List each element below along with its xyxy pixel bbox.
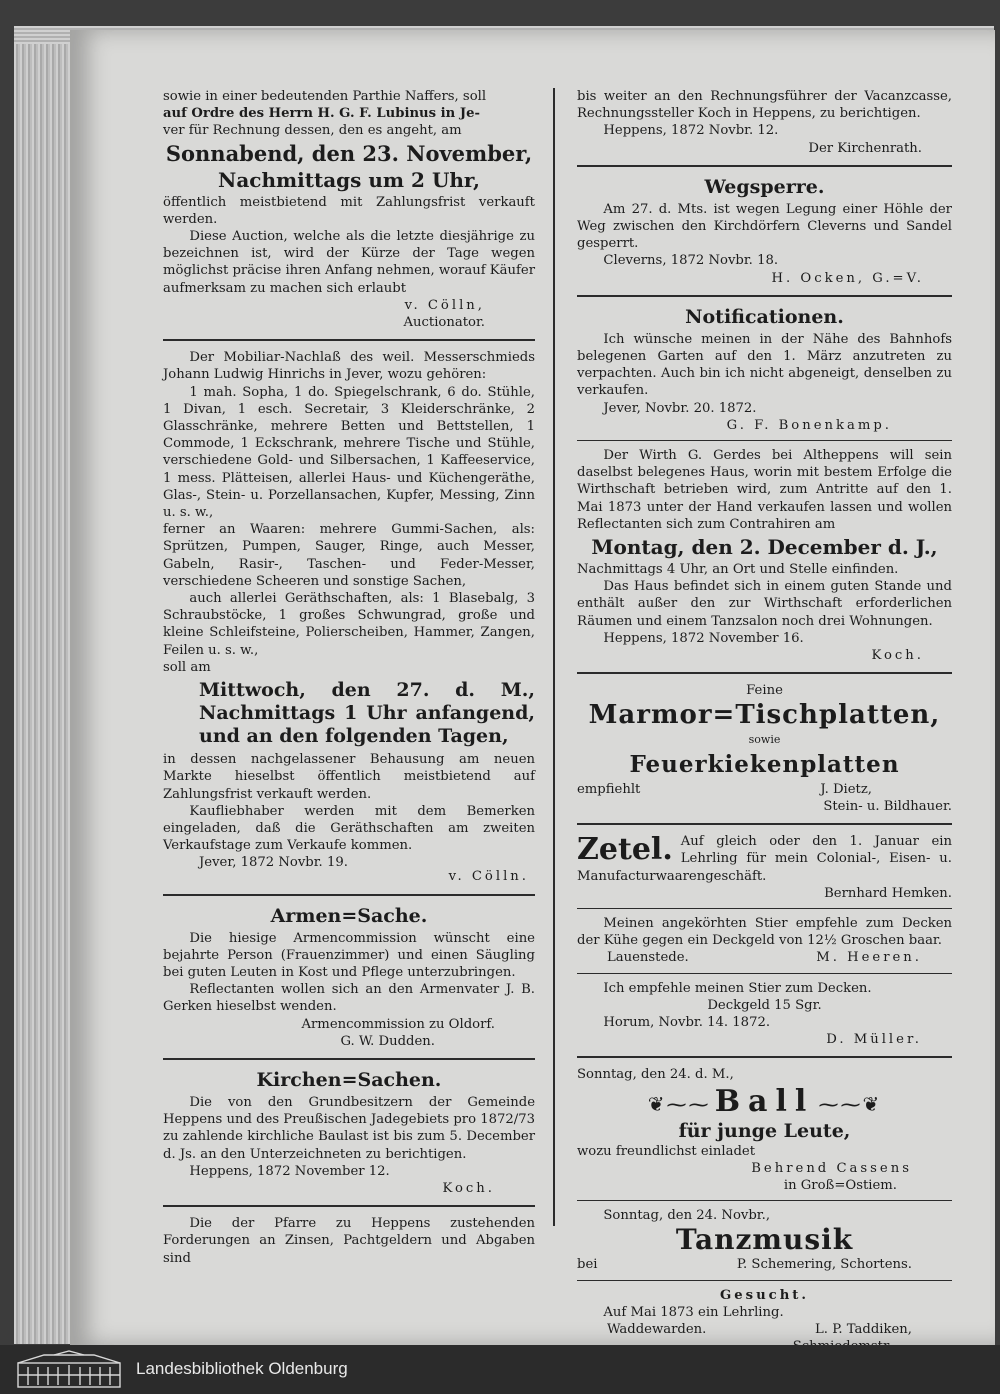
auction2-note: Kaufliebhaber werden mit dem Bemerken eingeladen, daß die Geräthschaften am zweiten Verkaufstage zum Verkaufe kommen.	[163, 803, 535, 854]
wegsperre-title: Wegsperre.	[704, 175, 825, 198]
ball-date: Sonntag, den 24. d. M.,	[577, 1067, 734, 1083]
wegsperre-signature: H. Ocken, G.=V.	[771, 270, 924, 286]
auction1-line2: auf Ordre des Herrn H. G. F. Lubinus in Je-	[163, 106, 480, 122]
notification1-signature: G. F. Bonenkamp.	[726, 417, 892, 433]
armen-sache-title: Armen=Sache.	[270, 904, 428, 927]
armen-sache-text: Die hiesige Armencommission wünscht eine bejahrte Person (Frauenzimmer) und einen Säugling bei guten Leuten in Kost und Pflege unterzubringen.	[163, 930, 535, 980]
auction2-date: Mittwoch, den 27. d. M., Nachmittags 1 Uhr anfangend, und an den folgenden Tagen,	[199, 679, 535, 748]
stier1-text: Meinen angekörhten Stier empfehle zum Decken der Kühe gegen ein Deckgeld von 12½ Groschen baar.	[577, 915, 952, 949]
auction1-time: Nachmittags um 2 Uhr,	[218, 167, 480, 192]
notification2-details: Das Haus befindet sich in einem guten Stande und enthält außer den zur Wirthschaft erforderlichen Räumen und einem Tanzsalon noch drei Wohnungen.	[577, 579, 952, 629]
gesucht-place: Waddewarden.	[607, 1321, 707, 1337]
auction1-line3: ver für Rechnung dessen, den es angeht, am	[163, 123, 462, 139]
notification2-text: Der Wirth G. Gerdes bei Altheppens will sein daselbst belegenes Haus, worin mit bestem Erfolge die Wirthschaft betrieben wird, zum Antritte auf den 1. Mai 1873 unter der Hand verkaufen lassen und wollen Reflectanten sich zum Contrahiren am	[577, 448, 952, 532]
tanzmusik-title: Tanzmusik	[675, 1223, 854, 1257]
zetel-heading: Zetel.	[577, 832, 673, 868]
kirchen-sachen-signature: Koch.	[442, 1180, 495, 1196]
auction2-intro: Der Mobiliar-Nachlaß des weil. Messerschmieds Johann Ludwig Hinrichs in Jever, wozu gehören:	[163, 350, 535, 383]
divider	[163, 339, 535, 341]
armen-sache-signature1: Armencommission zu Oldorf.	[301, 1016, 495, 1032]
kirchenrath-signature: Der Kirchenrath.	[808, 140, 922, 156]
notification1-text: Ich wünsche meinen in der Nähe des Bahnhofs belegenen Garten auf den 1. März anzutreten zu verpachten. Auch bin ich nicht abgeneigt, denselben zu verkaufen.	[577, 331, 952, 399]
notificationen-title: Notificationen.	[685, 305, 844, 328]
kirchen-sachen-title: Kirchen=Sachen.	[256, 1068, 442, 1091]
ball-invite: wozu freundlichst einladet	[577, 1143, 755, 1159]
tanzmusik-date: Sonntag, den 24. Novbr.,	[603, 1208, 771, 1224]
kirchenrath-place-date: Heppens, 1872 Novbr. 12.	[603, 123, 779, 139]
auction1-text: öffentlich meistbietend mit Zahlungsfrist verkauft werden.	[163, 194, 535, 227]
auction1-signature-title: Auctionator.	[403, 315, 485, 331]
marmor-signature1: J. Dietz,	[820, 781, 872, 797]
right-column	[577, 88, 952, 1355]
zetel-text: Auf gleich oder den 1. Januar ein Lehrling für mein Colonial-, Eisen- u. Manufacturwaarengeschäft.	[577, 834, 952, 884]
stier2-signature: D. Müller.	[826, 1032, 922, 1048]
ball-signature1: Behrend Cassens	[751, 1160, 912, 1176]
auction1-line1: sowie in einer bedeutenden Parthie Naffers, soll	[163, 89, 487, 104]
ornament-left-icon: ❦⁓⁓	[647, 1091, 711, 1116]
zetel-signature: Bernhard Hemken.	[824, 885, 952, 901]
auction2-furniture: 1 mah. Sopha, 1 do. Spiegelschrank, 6 do. Stühle, 1 Divan, 1 esch. Secretair, 3 Kleiderschränke, 2 Glasschränke, mehrere Betten und Bettstellen, 1 Commode, 1 Eckschrank, mehrere Tische und Stühle, verschiedene Gold- und Silbersachen, 1 Kaffeeservice, 1 mess. Plätteisen, allerlei Haus- und Küchengeräthe, Glas-, Stein- u. Porzellansachen, Kupfer, Messing, Zinn u. s. w.,	[163, 384, 535, 521]
divider	[577, 973, 952, 974]
notification2-time: Nachmittags 4 Uhr, an Ort und Stelle einfinden.	[577, 562, 899, 578]
marmor-signature2: Stein- u. Bildhauer.	[823, 798, 952, 814]
divider	[577, 823, 952, 825]
column-divider	[553, 88, 555, 1226]
marmor-title2: Feuerkiekenplatten	[629, 750, 900, 778]
marmor-empfiehlt: empfiehlt	[577, 781, 641, 797]
stier2-text: Ich empfehle meinen Stier zum Decken.	[603, 980, 872, 996]
library-name: Landesbibliothek Oldenburg	[136, 1359, 348, 1378]
wegsperre-text: Am 27. d. Mts. ist wegen Legung einer Höhle der Weg zwischen den Kirchdörfern Cleverns und Sandel gesperrt.	[577, 201, 952, 252]
divider	[577, 672, 952, 674]
stier1-place: Lauenstede.	[607, 950, 689, 966]
gesucht-title: Gesucht.	[720, 1287, 809, 1303]
ball-signature2: in Groß=Ostiem.	[783, 1177, 897, 1193]
auction2-tools: auch allerlei Geräthschaften, als: 1 Blasebalg, 3 Schraubstöcke, 1 großes Schwungrad, große und kleine Schleifsteine, Polierscheiben, Hammer, Zangen, Feilen u. s. w.,	[163, 591, 535, 658]
armen-sache-signature2: G. W. Dudden.	[340, 1033, 435, 1049]
stier2-fee: Deckgeld 15 Sgr.	[707, 997, 822, 1013]
ball-title: Ball	[714, 1083, 815, 1119]
divider	[577, 165, 952, 167]
auction1-date: Sonnabend, den 23. November,	[165, 140, 533, 166]
divider	[163, 1205, 535, 1207]
ball-heading	[577, 1084, 952, 1120]
notification1-place-date: Jever, Novbr. 20. 1872.	[603, 400, 757, 416]
notification2-date: Montag, den 2. December d. J.,	[591, 535, 938, 560]
tanzmusik-signature: P. Schemering, Schortens.	[736, 1257, 912, 1273]
auction2-place-date: Jever, 1872 Novbr. 19.	[199, 855, 348, 871]
tanzmusik-bei: bei	[577, 1257, 598, 1273]
notification2-signature: Koch.	[871, 648, 924, 664]
auction2-location: in dessen nachgelassener Behausung am neuen Markte hieselbst öffentlich meistbietend auf Zahlungsfrist verkauft werden.	[163, 752, 535, 802]
divider	[577, 440, 952, 441]
left-column	[163, 88, 535, 1267]
gesucht-signature1: L. P. Taddiken,	[815, 1321, 912, 1337]
divider	[577, 1280, 952, 1281]
stier2-place-date: Horum, Novbr. 14. 1872.	[603, 1014, 771, 1030]
library-building-icon	[14, 1351, 124, 1389]
auction2-wares: ferner an Waaren: mehrere Gummi-Sachen, als: Sprützen, Pumpen, Sauger, Ringe, auch Messer, Gabeln, Rasir-, Taschen- und Feder-Messer, verschiedene Scheeren und sonstige Sachen,	[163, 522, 535, 589]
marmor-title: Marmor=Tischplatten,	[588, 700, 941, 731]
notification2-place-date: Heppens, 1872 November 16.	[603, 630, 804, 646]
auction1-signature: v. Cölln,	[404, 297, 485, 313]
marmor-sowie: sowie	[748, 733, 781, 747]
auction1-notice: Diese Auction, welche als die letzte diesjährige zu bezeichnen ist, wird der Kürze der Tage wegen möglichst präcise ihren Anfang nehmen, worauf Käufer aufmerksam zu machen sich erlaubt	[163, 229, 535, 296]
divider	[163, 1058, 535, 1060]
divider	[163, 894, 535, 896]
divider	[577, 1056, 952, 1058]
marmor-feine: Feine	[746, 683, 783, 699]
wegsperre-place-date: Cleverns, 1872 Novbr. 18.	[603, 253, 779, 269]
divider	[577, 1200, 952, 1201]
footer-bar	[0, 1345, 1000, 1394]
armen-sache-contact: Reflectanten wollen sich an den Armenvater J. B. Gerken hieselbst wenden.	[163, 982, 535, 1015]
kirchen-sachen-text: Die von den Grundbesitzern der Gemeinde Heppens und des Preußischen Jadegebiets pro 1872/73 zu zahlende kirchliche Baulast ist bis zum 5. December d. Js. an den Unterzeichneten zu berichtigen.	[163, 1094, 535, 1162]
pfarre-text: Die der Pfarre zu Heppens zustehenden Forderungen an Zinsen, Pachtgeldern und Abgaben sind	[163, 1216, 535, 1266]
divider	[577, 908, 952, 909]
ball-subtitle: für junge Leute,	[678, 1119, 851, 1142]
kirchen-sachen-place-date: Heppens, 1872 November 12.	[189, 1163, 390, 1179]
kirchenrath-text: bis weiter an den Rechnungsführer der Vacanzcasse, Rechnungssteller Koch in Heppens, zu berichtigen.	[577, 89, 952, 122]
stier1-signature: M. Heeren.	[816, 950, 922, 966]
auction2-soll: soll am	[163, 659, 211, 675]
ornament-right-icon: ⁓⁓❦	[818, 1091, 882, 1116]
divider	[577, 295, 952, 297]
auction2-signature: v. Cölln.	[448, 869, 529, 885]
gesucht-text: Auf Mai 1873 ein Lehrling.	[603, 1304, 784, 1320]
